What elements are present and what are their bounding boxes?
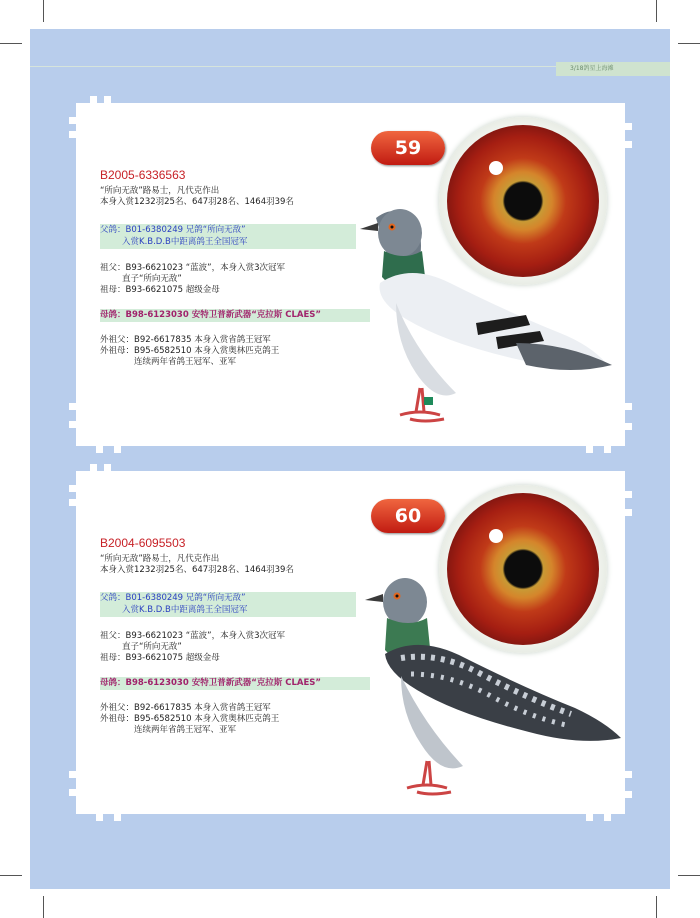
- maternal-grandsire-line: 外祖父：B92-6617835 本身入赏省鸽王冠军: [100, 335, 271, 345]
- grandsire-line-2: 直子“所向无敌”: [122, 274, 182, 284]
- maternal-granddam-line: 外祖母：B95-6582510 本身入赏奥林匹克鸽王: [100, 714, 280, 724]
- dam-parents: [100, 335, 279, 368]
- ring-number: B2005-6336563: [100, 168, 186, 182]
- maternal-granddam-line-2: 连续两年省鸽王冠军、亚军: [134, 725, 237, 735]
- sire-line-2: 入赏K.B.D.B中距离鸽王全国冠军: [122, 236, 248, 247]
- crop-mark: [656, 896, 657, 918]
- grandsire-line-2: 直子“所向无敌”: [122, 642, 182, 652]
- sire-parents: [100, 631, 285, 664]
- header-tab: 3/18鸽星上海滩: [556, 62, 670, 76]
- maternal-granddam-line-2: 连续两年省鸽王冠军、亚军: [134, 357, 237, 367]
- grandsire-line: 祖父：B93-6621023 “蓝波”，本身入赏3次冠军: [100, 263, 285, 273]
- ring-number: B2004-6095503: [100, 536, 186, 550]
- crop-mark: [656, 0, 657, 22]
- crop-mark: [0, 43, 22, 44]
- sire-line-1: 父鸽：B01-6380249 兄鸽“所向无敌”: [100, 593, 246, 603]
- dam-bar: 母鸽：B98-6123030 安特卫普新武器“克拉斯 CLAES”: [100, 309, 370, 322]
- lot-number-badge: 60: [371, 499, 445, 533]
- summary-line-1: “所向无敌”路易士，凡代克作出: [100, 554, 220, 564]
- summary-line-1: “所向无敌”路易士，凡代克作出: [100, 186, 220, 196]
- pigeon-card-59: [76, 103, 625, 446]
- pigeon-photo: [356, 193, 616, 443]
- crop-mark: [43, 0, 44, 22]
- crop-mark: [43, 896, 44, 918]
- dam-parents: [100, 703, 279, 736]
- pigeon-photo: [361, 566, 621, 816]
- sire-parents: [100, 263, 285, 296]
- sire-line-1: 父鸽：B01-6380249 兄鸽“所向无敌”: [100, 225, 246, 235]
- dam-bar: 母鸽：B98-6123030 安特卫普新武器“克拉斯 CLAES”: [100, 677, 370, 690]
- crop-mark: [678, 43, 700, 44]
- sire-line-2: 入赏K.B.D.B中距离鸽王全国冠军: [122, 604, 248, 615]
- maternal-granddam-line: 外祖母：B95-6582510 本身入赏奥林匹克鸽王: [100, 346, 280, 356]
- sire-bar: [100, 592, 356, 617]
- sire-bar: [100, 224, 356, 249]
- pigeon-card-60: [76, 471, 625, 814]
- maternal-grandsire-line: 外祖父：B92-6617835 本身入赏省鸽王冠军: [100, 703, 271, 713]
- pigeon-summary: [100, 186, 294, 208]
- crop-mark: [678, 875, 700, 876]
- grandsire-line: 祖父：B93-6621023 “蓝波”，本身入赏3次冠军: [100, 631, 285, 641]
- pigeon-summary: [100, 554, 294, 576]
- lot-number-badge: 59: [371, 131, 445, 165]
- summary-line-2: 本身入赏1232羽25名、647羽28名、1464羽39名: [100, 565, 294, 575]
- summary-line-2: 本身入赏1232羽25名、647羽28名、1464羽39名: [100, 197, 294, 207]
- granddam-line: 祖母：B93-6621075 超级金母: [100, 285, 220, 295]
- granddam-line: 祖母：B93-6621075 超级金母: [100, 653, 220, 663]
- crop-mark: [0, 875, 22, 876]
